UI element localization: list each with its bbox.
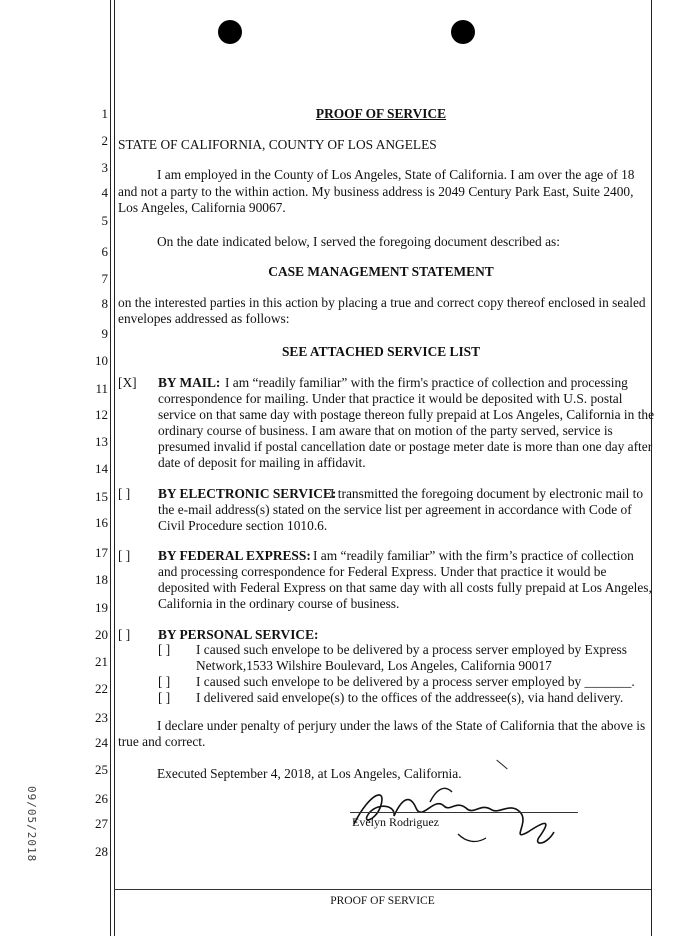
personal-sub-checkbox-3: [ ]	[158, 690, 171, 705]
line-number: 6	[101, 244, 108, 259]
margin-line-outer	[110, 0, 111, 936]
line-number: 23	[95, 710, 108, 725]
line-number: 13	[95, 434, 108, 449]
line-number: 4	[101, 185, 108, 200]
served-document-title: CASE MANAGEMENT STATEMENT	[268, 264, 494, 279]
parties-line-2: envelopes addressed as follows:	[118, 311, 290, 326]
electronic-checkbox: [ ]	[118, 486, 131, 501]
personal-checkbox: [ ]	[118, 627, 131, 642]
side-date-stamp: 09/05/2018	[25, 786, 38, 863]
employment-line-2: and not a party to the within action. My business address is 2049 Century Park East, Suite 2400,	[118, 184, 634, 199]
mail-line-6: date of deposit for mailing in affidavit.	[158, 455, 366, 470]
line-number: 15	[95, 489, 108, 504]
line-number: 17	[95, 545, 108, 560]
document-heading: PROOF OF SERVICE	[315, 106, 447, 121]
mail-line-5: presumed invalid if postal cancellation date or postage meter date is more than one day after	[158, 439, 653, 454]
line-number: 3	[101, 160, 108, 175]
signature-line	[350, 812, 578, 813]
line-number: 14	[95, 461, 108, 476]
personal-sub-text-1: I caused such envelope to be delivered by a process server employed by Express	[196, 642, 627, 657]
electronic-line-3: Civil Procedure section 1010.6.	[158, 518, 328, 533]
mail-checkbox: [X]	[118, 375, 137, 390]
fedex-line-4: California in the ordinary course of business.	[158, 596, 400, 611]
declaration-line-1: I declare under penalty of perjury under the laws of the State of California that the above is	[157, 718, 646, 733]
line-number: 21	[95, 654, 108, 669]
mail-line-1: I am “readily familiar” with the firm's practice of collection and processing	[225, 375, 628, 390]
personal-heading: BY PERSONAL SERVICE:	[158, 627, 319, 642]
tick-mark	[496, 760, 507, 770]
executed-line: Executed September 4, 2018, at Los Angeles, California.	[157, 766, 462, 781]
employment-line-1: I am employed in the County of Los Angeles, State of California. I am over the age of 18	[157, 167, 635, 182]
fedex-line-2: and processing correspondence for Federal Express. Under that practice it would be	[158, 564, 607, 579]
line-number: 5	[101, 213, 108, 228]
margin-line-right	[651, 0, 652, 936]
footer-rule	[114, 889, 651, 890]
personal-sub-checkbox-1: [ ]	[158, 642, 171, 657]
line-number: 9	[101, 326, 108, 341]
fedex-heading: BY FEDERAL EXPRESS:	[158, 548, 311, 563]
employment-line-3: Los Angeles, California 90067.	[118, 200, 286, 215]
line-number: 22	[95, 681, 108, 696]
electronic-heading: BY ELECTRONIC SERVICE:	[158, 486, 337, 501]
line-number: 18	[95, 572, 108, 587]
fedex-checkbox: [ ]	[118, 548, 131, 563]
footer-title: PROOF OF SERVICE	[330, 895, 435, 907]
punch-hole-right	[451, 20, 475, 44]
line-number: 27	[95, 816, 108, 831]
line-number: 25	[95, 762, 108, 777]
electronic-line-1: I transmitted the foregoing document by electronic mail to	[330, 486, 644, 501]
margin-line-inner	[114, 0, 115, 936]
line-number: 7	[101, 271, 108, 286]
fedex-line-3: deposited with Federal Express on that same day with all costs fully prepaid at Los Angeles,	[158, 580, 652, 595]
line-number: 24	[95, 735, 108, 750]
state-county-line: STATE OF CALIFORNIA, COUNTY OF LOS ANGELES	[118, 137, 437, 152]
service-list-heading: SEE ATTACHED SERVICE LIST	[281, 344, 481, 359]
line-number: 11	[95, 381, 108, 396]
line-number: 8	[101, 296, 108, 311]
line-number: 2	[101, 133, 108, 148]
personal-sub-text-1b: Network,1533 Wilshire Boulevard, Los Angeles, California 90017	[196, 658, 552, 673]
signer-name: Evelyn Rodriguez	[352, 815, 439, 829]
personal-sub-text-3: I delivered said envelope(s) to the offices of the addressee(s), via hand delivery.	[196, 690, 624, 705]
line-number: 19	[95, 600, 108, 615]
punch-hole-left	[218, 20, 242, 44]
mail-line-4: ordinary course of business. I am aware that on motion of the party served, service is	[158, 423, 613, 438]
line-number: 16	[95, 515, 108, 530]
personal-sub-text-2: I caused such envelope to be delivered by a process server employed by _______.	[196, 674, 635, 689]
line-number: 20	[95, 627, 108, 642]
mail-line-3: service on that same day with postage thereon fully prepaid at Los Angeles, California in the	[158, 407, 655, 422]
personal-sub-checkbox-2: [ ]	[158, 674, 171, 689]
mail-line-2: correspondence for mailing. Under that practice it would be deposited with U.S. postal	[158, 391, 623, 406]
line-number: 12	[95, 407, 108, 422]
electronic-line-2: the e-mail address(s) stated on the service list per agreement in accordance with Code of	[158, 502, 632, 517]
line-number: 26	[95, 791, 108, 806]
declaration-line-2: true and correct.	[118, 734, 206, 749]
parties-line-1: on the interested parties in this action by placing a true and correct copy thereof enclosed in sealed	[118, 295, 646, 310]
mail-heading: BY MAIL:	[158, 375, 221, 390]
served-intro: On the date indicated below, I served the foregoing document described as:	[157, 234, 560, 249]
line-number: 10	[95, 353, 108, 368]
line-number: 28	[95, 844, 108, 859]
line-number: 1	[101, 106, 108, 121]
fedex-line-1: I am “readily familiar” with the firm’s practice of collection	[313, 548, 634, 563]
